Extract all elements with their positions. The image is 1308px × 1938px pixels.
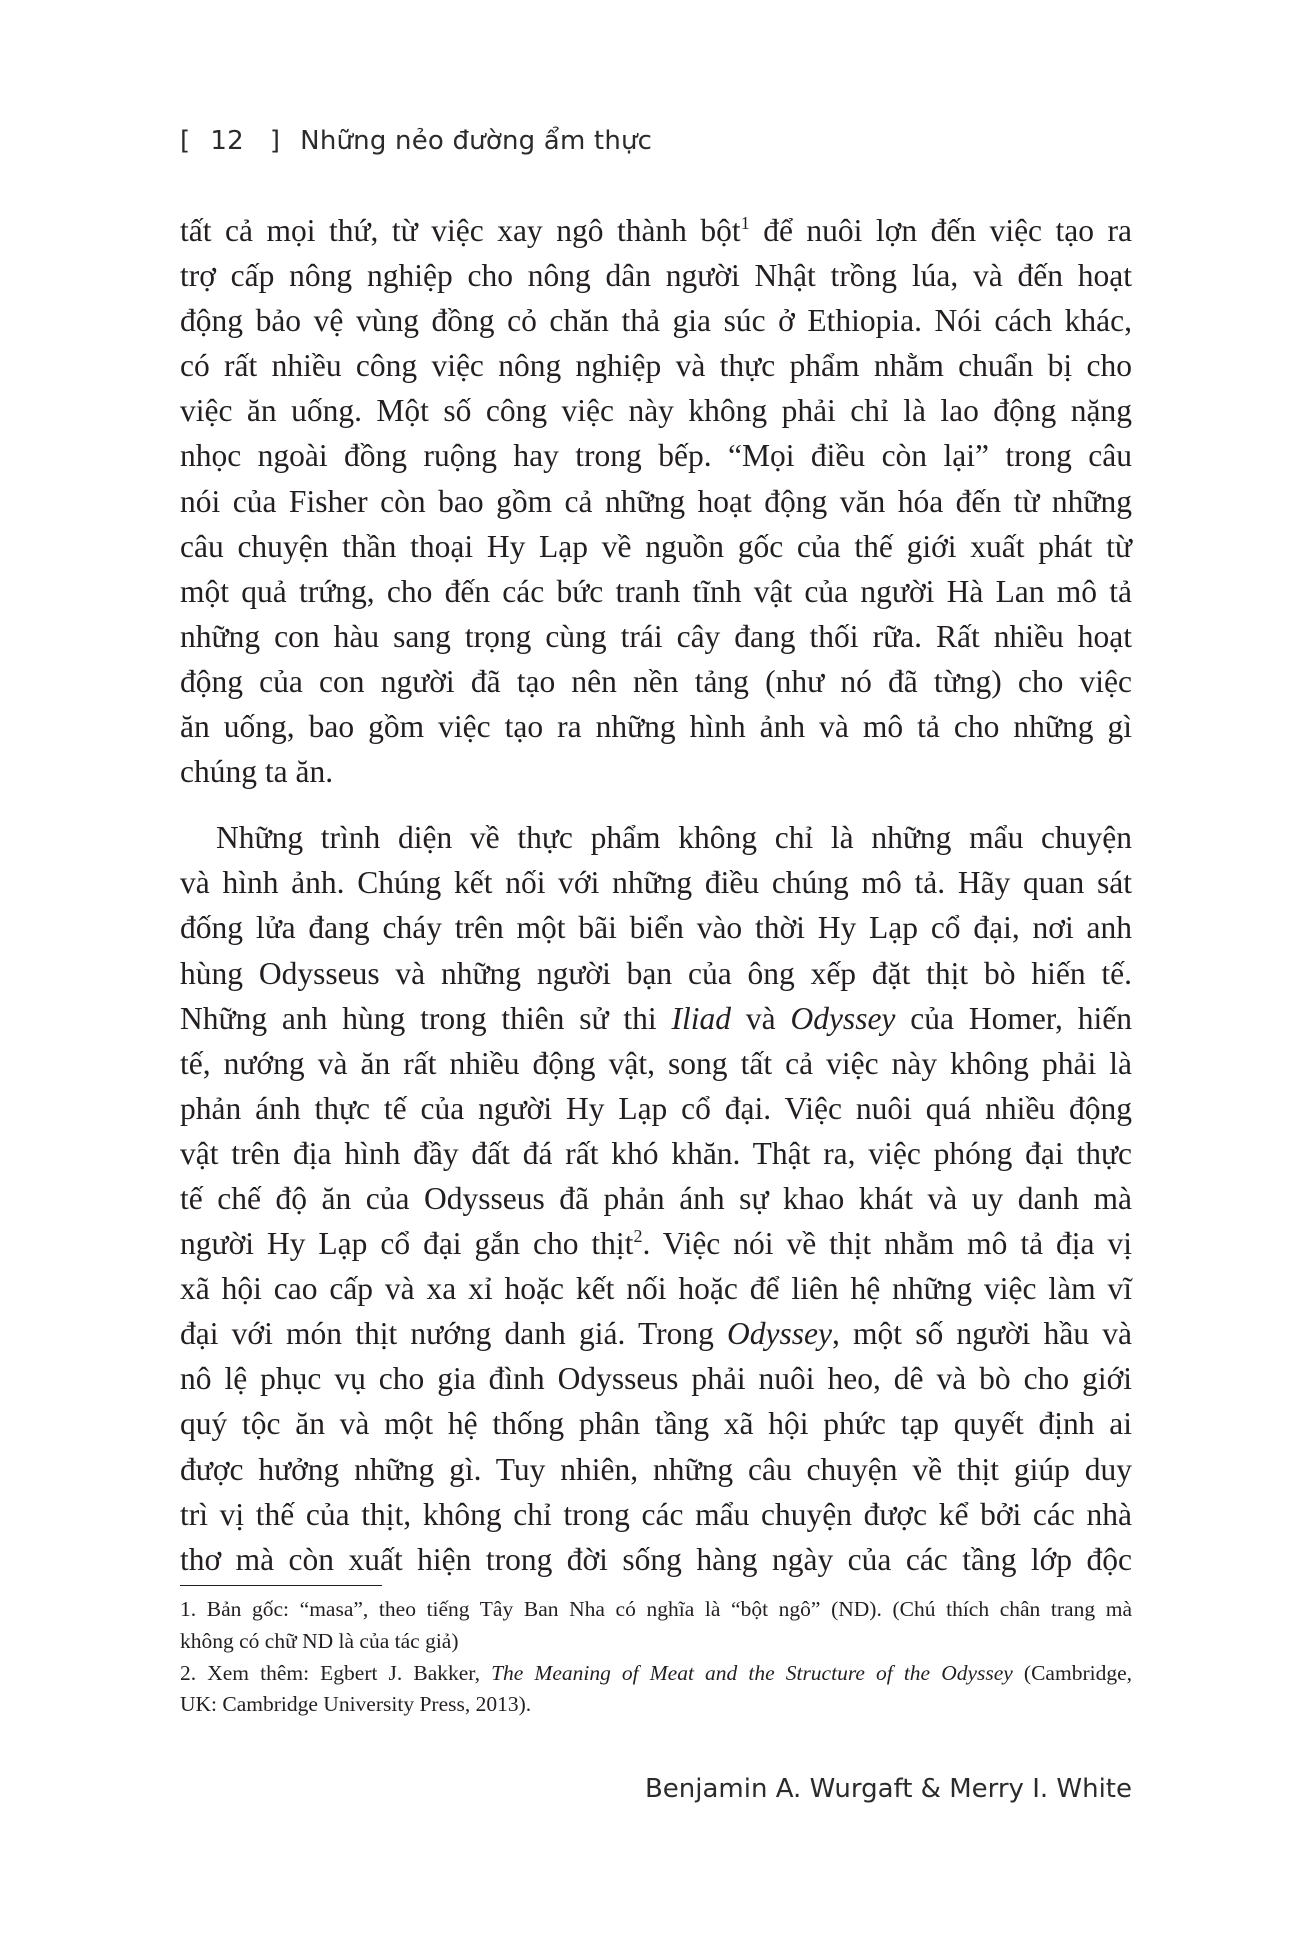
text-segment: , một số người hầu và <box>831 1316 1132 1352</box>
bracket-open: [ <box>180 126 191 156</box>
text-line: câu chuyện thần thoại Hy Lạp về nguồn gốc của thế giới xuất phát từ <box>180 528 1132 564</box>
text-line: chúng ta ăn. <box>180 754 334 790</box>
text-line: đống lửa đang cháy trên một bãi biển vào thời Hy Lạp cổ đại, nơi anh <box>180 910 1132 946</box>
text-segment: (Cambridge, <box>1012 1660 1133 1685</box>
title-odyssey: Odyssey <box>790 1000 896 1036</box>
footnote-1-line: không có chữ ND là của tác giả) <box>180 1628 459 1653</box>
footnote-2-line <box>180 1658 1132 1690</box>
footnote-ref-1: 1 <box>740 213 750 233</box>
title-odyssey: Odyssey <box>727 1316 832 1352</box>
text-line: động của con người đã tạo nên nền tảng (như nó đã từng) cho việc <box>180 663 1132 699</box>
footnote-ref-2: 2 <box>633 1226 643 1247</box>
book-title: Những nẻo đường ẩm thực <box>300 126 653 156</box>
text-line: và hình ảnh. Chúng kết nối với những điều chúng mô tả. Hãy quan sát <box>180 865 1132 901</box>
paragraph-1 <box>180 208 1132 794</box>
footnote-divider <box>180 1585 382 1586</box>
body-text <box>180 208 1132 1582</box>
paragraph-gap <box>180 794 1132 815</box>
text-line: có rất nhiều công việc nông nghiệp và thực phẩm nhằm chuẩn bị cho <box>180 348 1132 384</box>
running-header <box>180 126 652 156</box>
text-segment: tất cả mọi thứ, từ việc xay ngô thành bột <box>180 213 741 248</box>
text-line: nô lệ phục vụ cho gia đình Odysseus phải nuôi heo, dê và bò cho giới <box>180 1361 1132 1397</box>
text-line: trợ cấp nông nghiệp cho nông dân người Nhật trồng lúa, và đến hoạt <box>180 258 1132 294</box>
text-line <box>180 208 1132 253</box>
text-segment: . Việc nói về thịt nhằm mô tả địa vị <box>642 1226 1132 1262</box>
text-line: động bảo vệ vùng đồng cỏ chăn thả gia súc ở Ethiopia. Nói cách khác, <box>180 303 1132 339</box>
footnote-1-line: 1. Bản gốc: “masa”, theo tiếng Tây Ban Nha có nghĩa là “bột ngô” (ND). (Chú thích chân trang mà <box>180 1597 1132 1621</box>
text-line: tế, nướng và ăn rất nhiều động vật, song tất cả việc này không phải là <box>180 1045 1132 1081</box>
text-line <box>180 1311 1132 1356</box>
text-line: xã hội cao cấp và xa xỉ hoặc kết nối hoặc để liên hệ những việc làm vĩ <box>180 1271 1132 1307</box>
text-line: thơ mà còn xuất hiện trong đời sống hàng ngày của các tầng lớp độc <box>180 1541 1132 1577</box>
text-line: ăn uống, bao gồm việc tạo ra những hình ảnh và mô tả cho những gì <box>180 709 1132 745</box>
text-segment: Những anh hùng trong thiên sử thi <box>180 1000 672 1036</box>
text-line: vật trên địa hình đầy đất đá rất khó khăn. Thật ra, việc phóng đại thực <box>180 1135 1132 1171</box>
title-iliad: Iliad <box>671 1000 732 1036</box>
text-line: được hưởng những gì. Tuy nhiên, những câu chuyện về thịt giúp duy <box>180 1451 1132 1487</box>
text-segment: của Homer, hiến <box>895 1000 1132 1036</box>
text-line: những con hàu sang trọng cùng trái cây đang thối rữa. Rất nhiều hoạt <box>180 618 1132 654</box>
paragraph-2 <box>180 815 1132 1582</box>
text-segment: người Hy Lạp cổ đại gắn cho thịt <box>180 1226 634 1262</box>
cited-title: The Meaning of Meat and the Structure of the Odyssey <box>491 1660 1013 1685</box>
text-segment: và <box>731 1000 791 1036</box>
text-line: trì vị thế của thịt, không chỉ trong các mẩu chuyện được kể bởi các nhà <box>180 1496 1132 1532</box>
text-line: việc ăn uống. Một số công việc này không phải chỉ là lao động nặng <box>180 393 1132 429</box>
text-segment: để nuôi lợn đến việc tạo ra <box>749 213 1132 248</box>
page-number: 12 <box>210 126 244 156</box>
text-segment: 2. Xem thêm: Egbert J. Bakker, <box>180 1660 492 1685</box>
text-line: Những trình diện về thực phẩm không chỉ là những mẩu chuyện <box>216 820 1132 856</box>
text-line <box>180 1221 1132 1266</box>
text-line: nói của Fisher còn bao gồm cả những hoạt động văn hóa đến từ những <box>180 483 1132 519</box>
footnote-2-line: UK: Cambridge University Press, 2013). <box>180 1692 532 1717</box>
running-footer-authors: Benjamin A. Wurgaft & Merry I. White <box>644 1774 1132 1804</box>
footnotes <box>180 1594 1132 1721</box>
text-line: hùng Odysseus và những người bạn của ông xếp đặt thịt bò hiến tế. <box>180 955 1132 991</box>
text-segment: đại với món thịt nướng danh giá. Trong <box>180 1316 728 1352</box>
text-line: quý tộc ăn và một hệ thống phân tầng xã hội phức tạp quyết định ai <box>180 1406 1132 1442</box>
text-line: phản ánh thực tế của người Hy Lạp cổ đại. Việc nuôi quá nhiều động <box>180 1090 1132 1126</box>
text-line: một quả trứng, cho đến các bức tranh tĩnh vật của người Hà Lan mô tả <box>180 573 1132 609</box>
text-line: tế chế độ ăn của Odysseus đã phản ánh sự khao khát và uy danh mà <box>180 1180 1132 1216</box>
text-line <box>180 996 1132 1041</box>
text-line: nhọc ngoài đồng ruộng hay trong bếp. “Mọi điều còn lại” trong câu <box>180 438 1132 474</box>
bracket-close: ] <box>269 126 281 156</box>
